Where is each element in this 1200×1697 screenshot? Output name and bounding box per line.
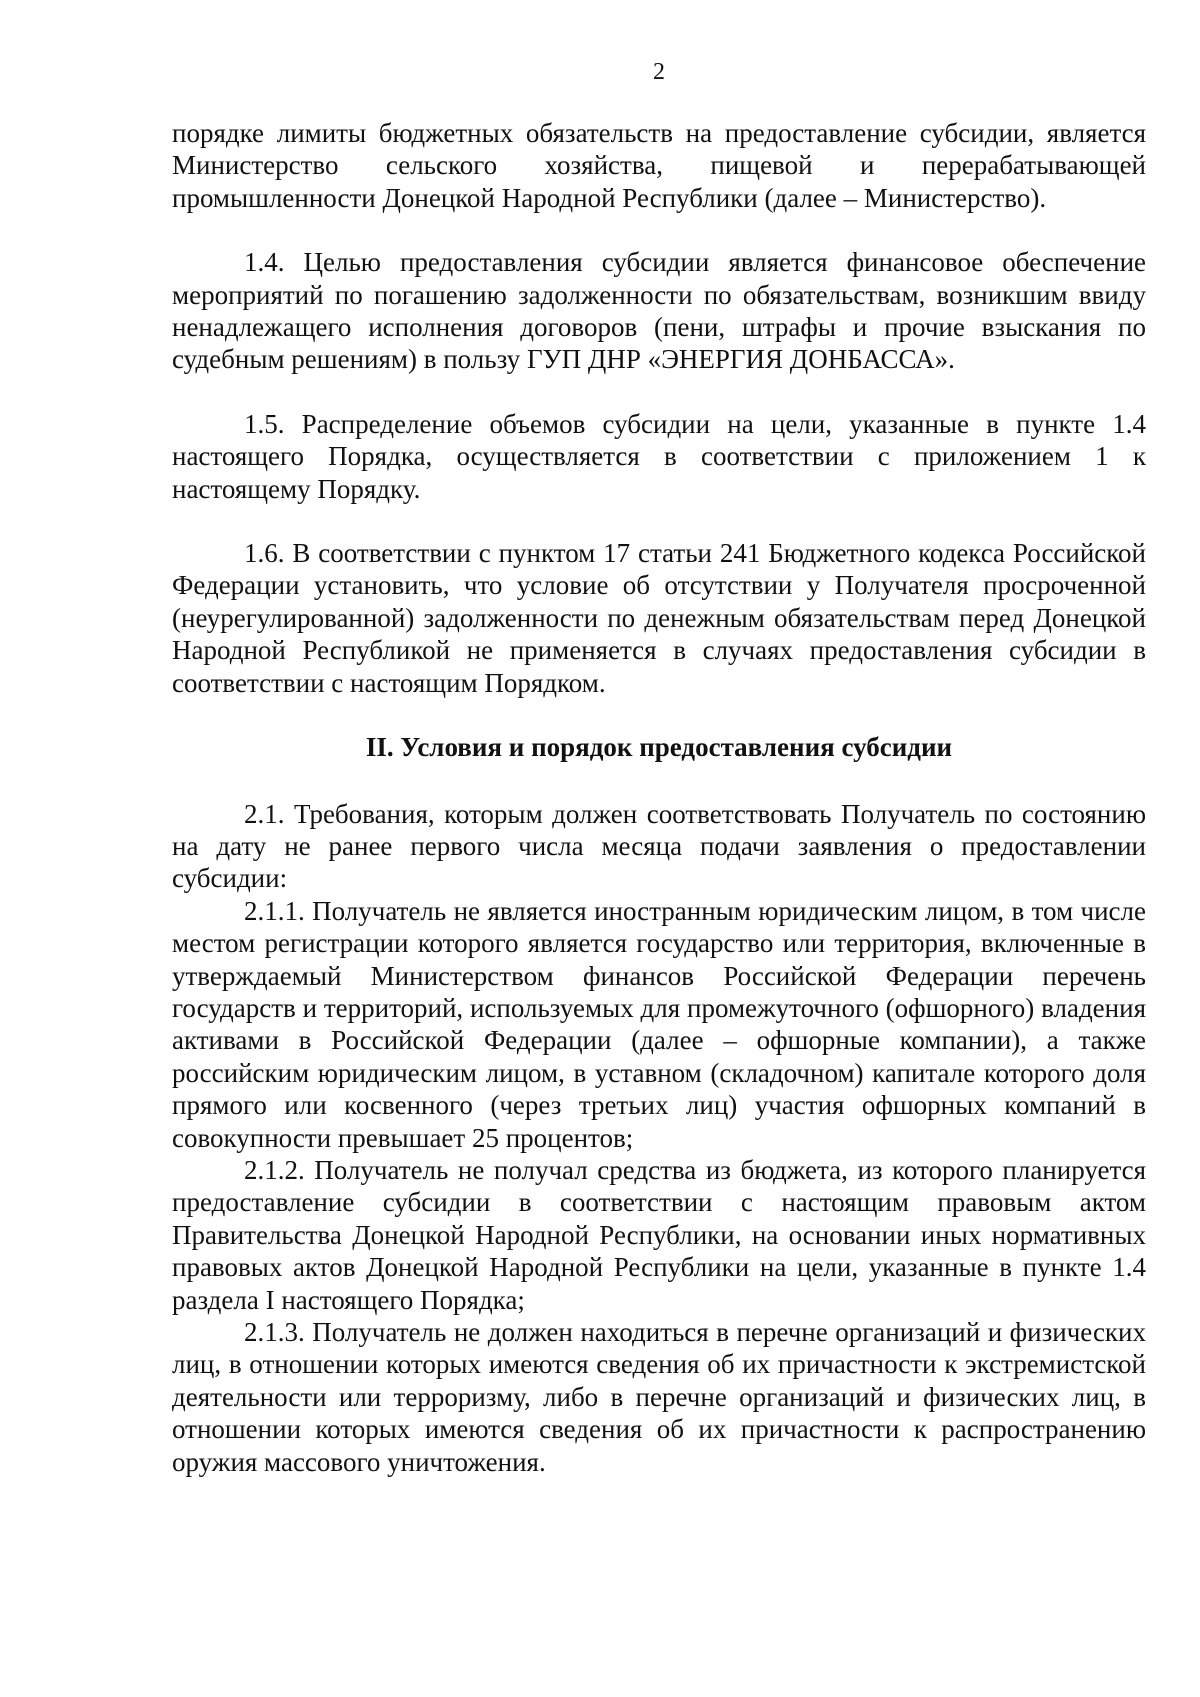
page-number: 2 [653,59,665,85]
paragraph-2-1-2: 2.1.2. Получатель не получал средства из бюджета, из которого планируется предоставление субсидии в соответствии с настоящим правовым актом Правительства Донецкой Народной Республики, на основании иных нормативных правовых актов Донецкой Народной Республики на цели, указанные в пункте 1.4 раздела I настоящего Порядка; [172,1154,1146,1315]
document-page [172,0,1146,1697]
paragraph-2-1-3: 2.1.3. Получатель не должен находиться в перечне организаций и физических лиц, в отношении которых имеются сведения об их причастности к экстремистской деятельности или терроризму, либо в перечне организаций и физических лиц, в отношении которых имеются сведения об их причастности к распространению оружия массового уничтожения. [172,1317,1146,1477]
paragraph-1-6: 1.6. В соответствии с пунктом 17 статьи 241 Бюджетного кодекса Российской Федерации установить, что условие об отсутствии у Получателя просроченной (неурегулированной) задолженности по денежным обязательствам перед Донецкой Народной Республикой не применяется в случаях предоставления субсидии в соответствии с настоящим Порядком. [172,538,1146,698]
paragraph-continuation: порядке лимиты бюджетных обязательств на предоставление субсидии, является Министерство сельского хозяйства, пищевой и перерабатывающей промышленности Донецкой Народной Республики (далее – Министерство). [172,118,1146,213]
paragraph-1-5: 1.5. Распределение объемов субсидии на цели, указанные в пункте 1.4 настоящего Порядка, осуществляется в соответствии с приложением 1 к настоящему Порядку. [172,408,1146,504]
document-body [172,117,1146,1478]
paragraph-2-1-1: 2.1.1. Получатель не является иностранным юридическим лицом, в том числе местом регистрации которого является государство или территория, включенные в утверждаемый Министерством финансов Российской Федерации перечень государств и территорий, используемых для промежуточного (офшорного) владения активами в Российской Федерации (далее – офшорные компании), а также российским юридическим лицом, в уставном (складочном) капитале которого доля прямого или косвенного (через третьих лиц) участия офшорных компаний в совокупности превышает 25 процентов; [172,895,1146,1153]
paragraph-2-1: 2.1. Требования, которым должен соответствовать Получатель по состоянию на дату не ранее первого числа месяца подачи заявления о предоставлении субсидии: [172,798,1146,894]
section-heading: II. Условия и порядок предоставления субсидии [365,732,953,763]
paragraph-1-4: 1.4. Целью предоставления субсидии является финансовое обеспечение мероприятий по погашению задолженности по обязательствам, возникшим ввиду ненадлежащего исполнения договоров (пени, штрафы и прочие взыскания по судебным решениям) в пользу ГУП ДНР «ЭНЕРГИЯ ДОНБАССА». [172,247,1146,375]
